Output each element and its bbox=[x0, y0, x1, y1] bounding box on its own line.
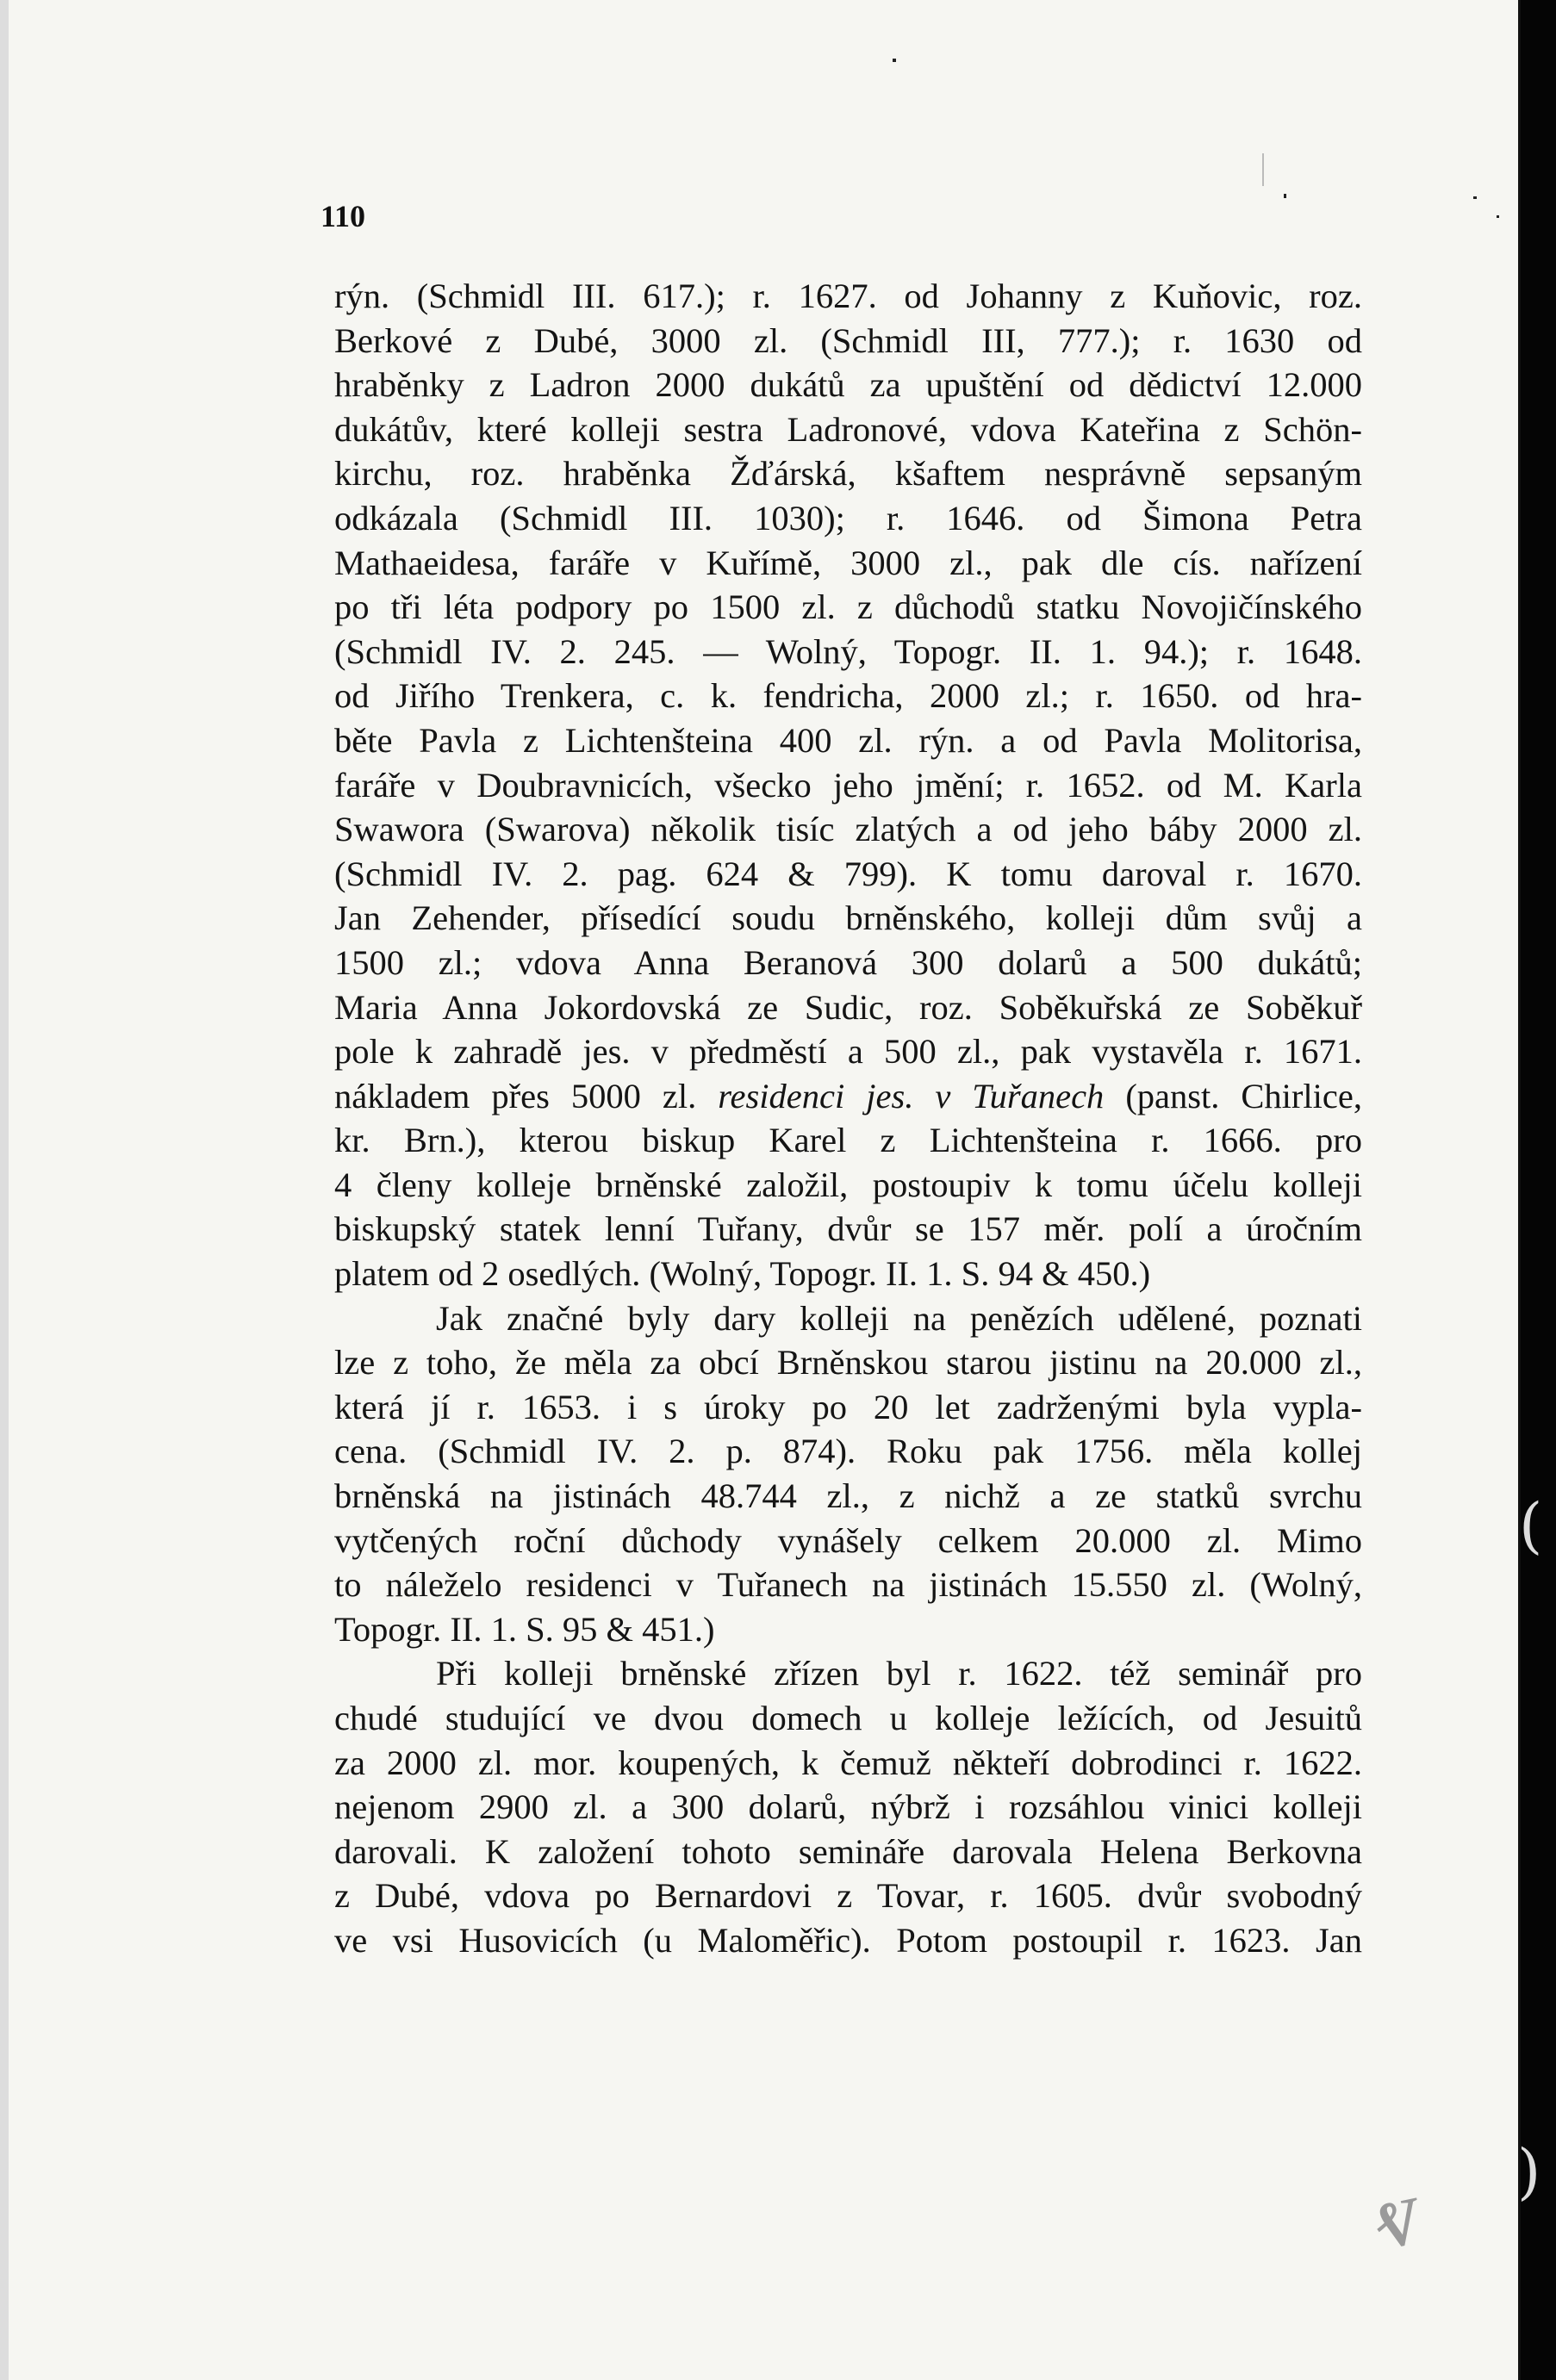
text-line bbox=[334, 985, 1362, 1030]
text-line bbox=[334, 541, 1362, 586]
page-number: 110 bbox=[321, 199, 366, 233]
italic-text: residenci jes. v Tuřanech bbox=[718, 1076, 1105, 1115]
text-segment: to náleželo residenci v Tuřanech na jistinách 15.550 zl. (Wolný, bbox=[334, 1565, 1362, 1605]
text-segment: hraběnky z Ladron 2000 dukátů za upuštění od dědictví 12.000 bbox=[334, 365, 1362, 405]
text-segment: brněnská na jistinách 48.744 zl., z nichž a ze statků svrchu bbox=[334, 1476, 1362, 1516]
text-segment: pole k zahradě jes. v předměstí a 500 zl., pak vystavěla r. 1671. bbox=[334, 1032, 1362, 1072]
text-segment: od Jiřího Trenkera, c. k. fendricha, 2000 zl.; r. 1650. od hra- bbox=[334, 676, 1362, 716]
text-line bbox=[334, 1163, 1362, 1208]
text-segment: Topogr. II. 1. S. 95 & 451.) bbox=[334, 1609, 715, 1649]
text-line bbox=[334, 1519, 1362, 1563]
text-segment: biskupský statek lenní Tuřany, dvůr se 157 měr. polí a úročním bbox=[334, 1209, 1362, 1249]
text-line bbox=[334, 763, 1362, 808]
text-line bbox=[334, 585, 1362, 630]
text-segment: kirchu, roz. hraběnka Žďárská, kšaftem nesprávně sepsaným bbox=[334, 454, 1362, 494]
text-line bbox=[334, 852, 1362, 897]
text-line bbox=[334, 941, 1362, 985]
text-line bbox=[334, 896, 1362, 941]
text-line bbox=[334, 1207, 1362, 1252]
text-segment: Maria Anna Jokordovská ze Sudic, roz. Soběkuřská ze Soběkuř bbox=[334, 987, 1362, 1027]
edge-fragment: ) bbox=[1517, 2136, 1541, 2207]
text-line bbox=[334, 1118, 1362, 1163]
pencil-mark: ⱴ bbox=[1363, 2154, 1430, 2272]
text-segment: nákladem přes 5000 zl. bbox=[334, 1076, 719, 1115]
text-segment: chudé studující ve dvou domech u kolleje ležících, od Jesuitů bbox=[334, 1699, 1362, 1737]
text-segment: Při kolleji brněnské zřízen byl r. 1622. též seminář pro bbox=[436, 1654, 1362, 1693]
text-line bbox=[334, 496, 1362, 541]
text-segment: odkázala (Schmidl III. 1030); r. 1646. od Šimona Petra bbox=[334, 498, 1362, 538]
text-segment: 4 členy kolleje brněnské založil, postoupiv k tomu účelu kolleji bbox=[334, 1165, 1362, 1204]
text-segment: Jan Zehender, přísedící soudu brněnského, kolleji dům svůj a bbox=[334, 898, 1362, 938]
text-segment: Mathaeidesa, faráře v Kuřímě, 3000 zl., pak dle cís. nařízení bbox=[334, 543, 1362, 582]
text-segment: za 2000 zl. mor. koupených, k čemuž někteří dobrodinci r. 1622. bbox=[334, 1743, 1362, 1782]
text-segment: běte Pavla z Lichtenšteina 400 zl. rýn. a od Pavla Molitorisa, bbox=[334, 720, 1362, 760]
text-line bbox=[334, 1340, 1362, 1385]
text-line bbox=[334, 718, 1362, 763]
text-segment: (Schmidl IV. 2. pag. 624 & 799). K tomu daroval r. 1670. bbox=[334, 854, 1362, 893]
text-line bbox=[334, 1296, 1362, 1341]
text-segment: která jí r. 1653. i s úroky po 20 let zadrženými byla vypla- bbox=[334, 1387, 1362, 1426]
text-segment: platem od 2 osedlých. (Wolný, Topogr. II. 1. S. 94 & 450.) bbox=[334, 1254, 1151, 1294]
edge-fragment: ( bbox=[1519, 1490, 1543, 1561]
text-line bbox=[334, 1741, 1362, 1786]
text-line bbox=[334, 1385, 1362, 1430]
text-line bbox=[334, 1918, 1362, 1963]
text-segment: darovali. K založení tohoto semináře darovala Helena Berkovna bbox=[334, 1831, 1362, 1871]
text-segment: dukátův, které kolleji sestra Ladronové, vdova Kateřina z Schön- bbox=[334, 409, 1362, 449]
text-line bbox=[334, 1563, 1362, 1607]
text-line bbox=[334, 1830, 1362, 1874]
text-segment: vytčených roční důchody vynášely celkem 20.000 zl. Mimo bbox=[334, 1520, 1362, 1560]
text-line bbox=[334, 807, 1362, 852]
text-segment: z Dubé, vdova po Bernardovi z Tovar, r. 1605. dvůr svobodný bbox=[334, 1876, 1362, 1916]
text-line bbox=[334, 1252, 1362, 1296]
page-body-text bbox=[334, 274, 1362, 1963]
text-line bbox=[334, 674, 1362, 718]
text-line bbox=[334, 1651, 1362, 1696]
text-line bbox=[334, 407, 1362, 452]
text-line bbox=[334, 1874, 1362, 1918]
text-line bbox=[334, 1474, 1362, 1519]
scan-edge bbox=[1517, 0, 1556, 2380]
text-segment: faráře v Doubravnicích, všecko jeho jmění; r. 1652. od M. Karla bbox=[334, 765, 1362, 805]
text-line bbox=[334, 1429, 1362, 1474]
text-segment: rýn. (Schmidl III. 617.); r. 1627. od Johanny z Kuňovic, roz. bbox=[334, 277, 1362, 315]
text-segment: (Schmidl IV. 2. 245. — Wolný, Topogr. II. 1. 94.); r. 1648. bbox=[334, 631, 1362, 671]
text-segment: cena. (Schmidl IV. 2. p. 874). Roku pak 1756. měla kollej bbox=[334, 1432, 1362, 1471]
text-segment: Swawora (Swarova) několik tisíc zlatých a od jeho báby 2000 zl. bbox=[334, 810, 1362, 849]
text-segment: Berkové z Dubé, 3000 zl. (Schmidl III, 777.); r. 1630 od bbox=[334, 320, 1362, 360]
text-line bbox=[334, 1696, 1362, 1741]
text-segment: po tři léta podpory po 1500 zl. z důchodů statku Novojičínského bbox=[334, 587, 1362, 627]
text-segment: 1500 zl.; vdova Anna Beranová 300 dolarů a 500 dukátů; bbox=[334, 942, 1362, 982]
text-segment: Jak značné byly dary kolleji na penězích udělené, poznati bbox=[436, 1298, 1362, 1338]
text-line bbox=[334, 1785, 1362, 1830]
text-line bbox=[334, 451, 1362, 496]
text-line bbox=[334, 319, 1362, 364]
text-line bbox=[334, 1029, 1362, 1074]
text-line bbox=[334, 630, 1362, 674]
text-segment: lze z toho, že měla za obcí Brněnskou starou jistinu na 20.000 zl., bbox=[334, 1343, 1362, 1383]
text-segment: nejenom 2900 zl. a 300 dolarů, nýbrž i rozsáhlou vinici kolleji bbox=[334, 1787, 1362, 1827]
text-line bbox=[334, 1074, 1362, 1119]
text-segment: (panst. Chirlice, bbox=[1104, 1076, 1362, 1115]
text-segment: ve vsi Husovicích (u Maloměřic). Potom postoupil r. 1623. Jan bbox=[334, 1920, 1362, 1960]
text-line bbox=[334, 1607, 1362, 1652]
text-line bbox=[334, 274, 1362, 319]
text-segment: kr. Brn.), kterou biskup Karel z Lichtenšteina r. 1666. pro bbox=[334, 1121, 1362, 1160]
text-line bbox=[334, 363, 1362, 407]
